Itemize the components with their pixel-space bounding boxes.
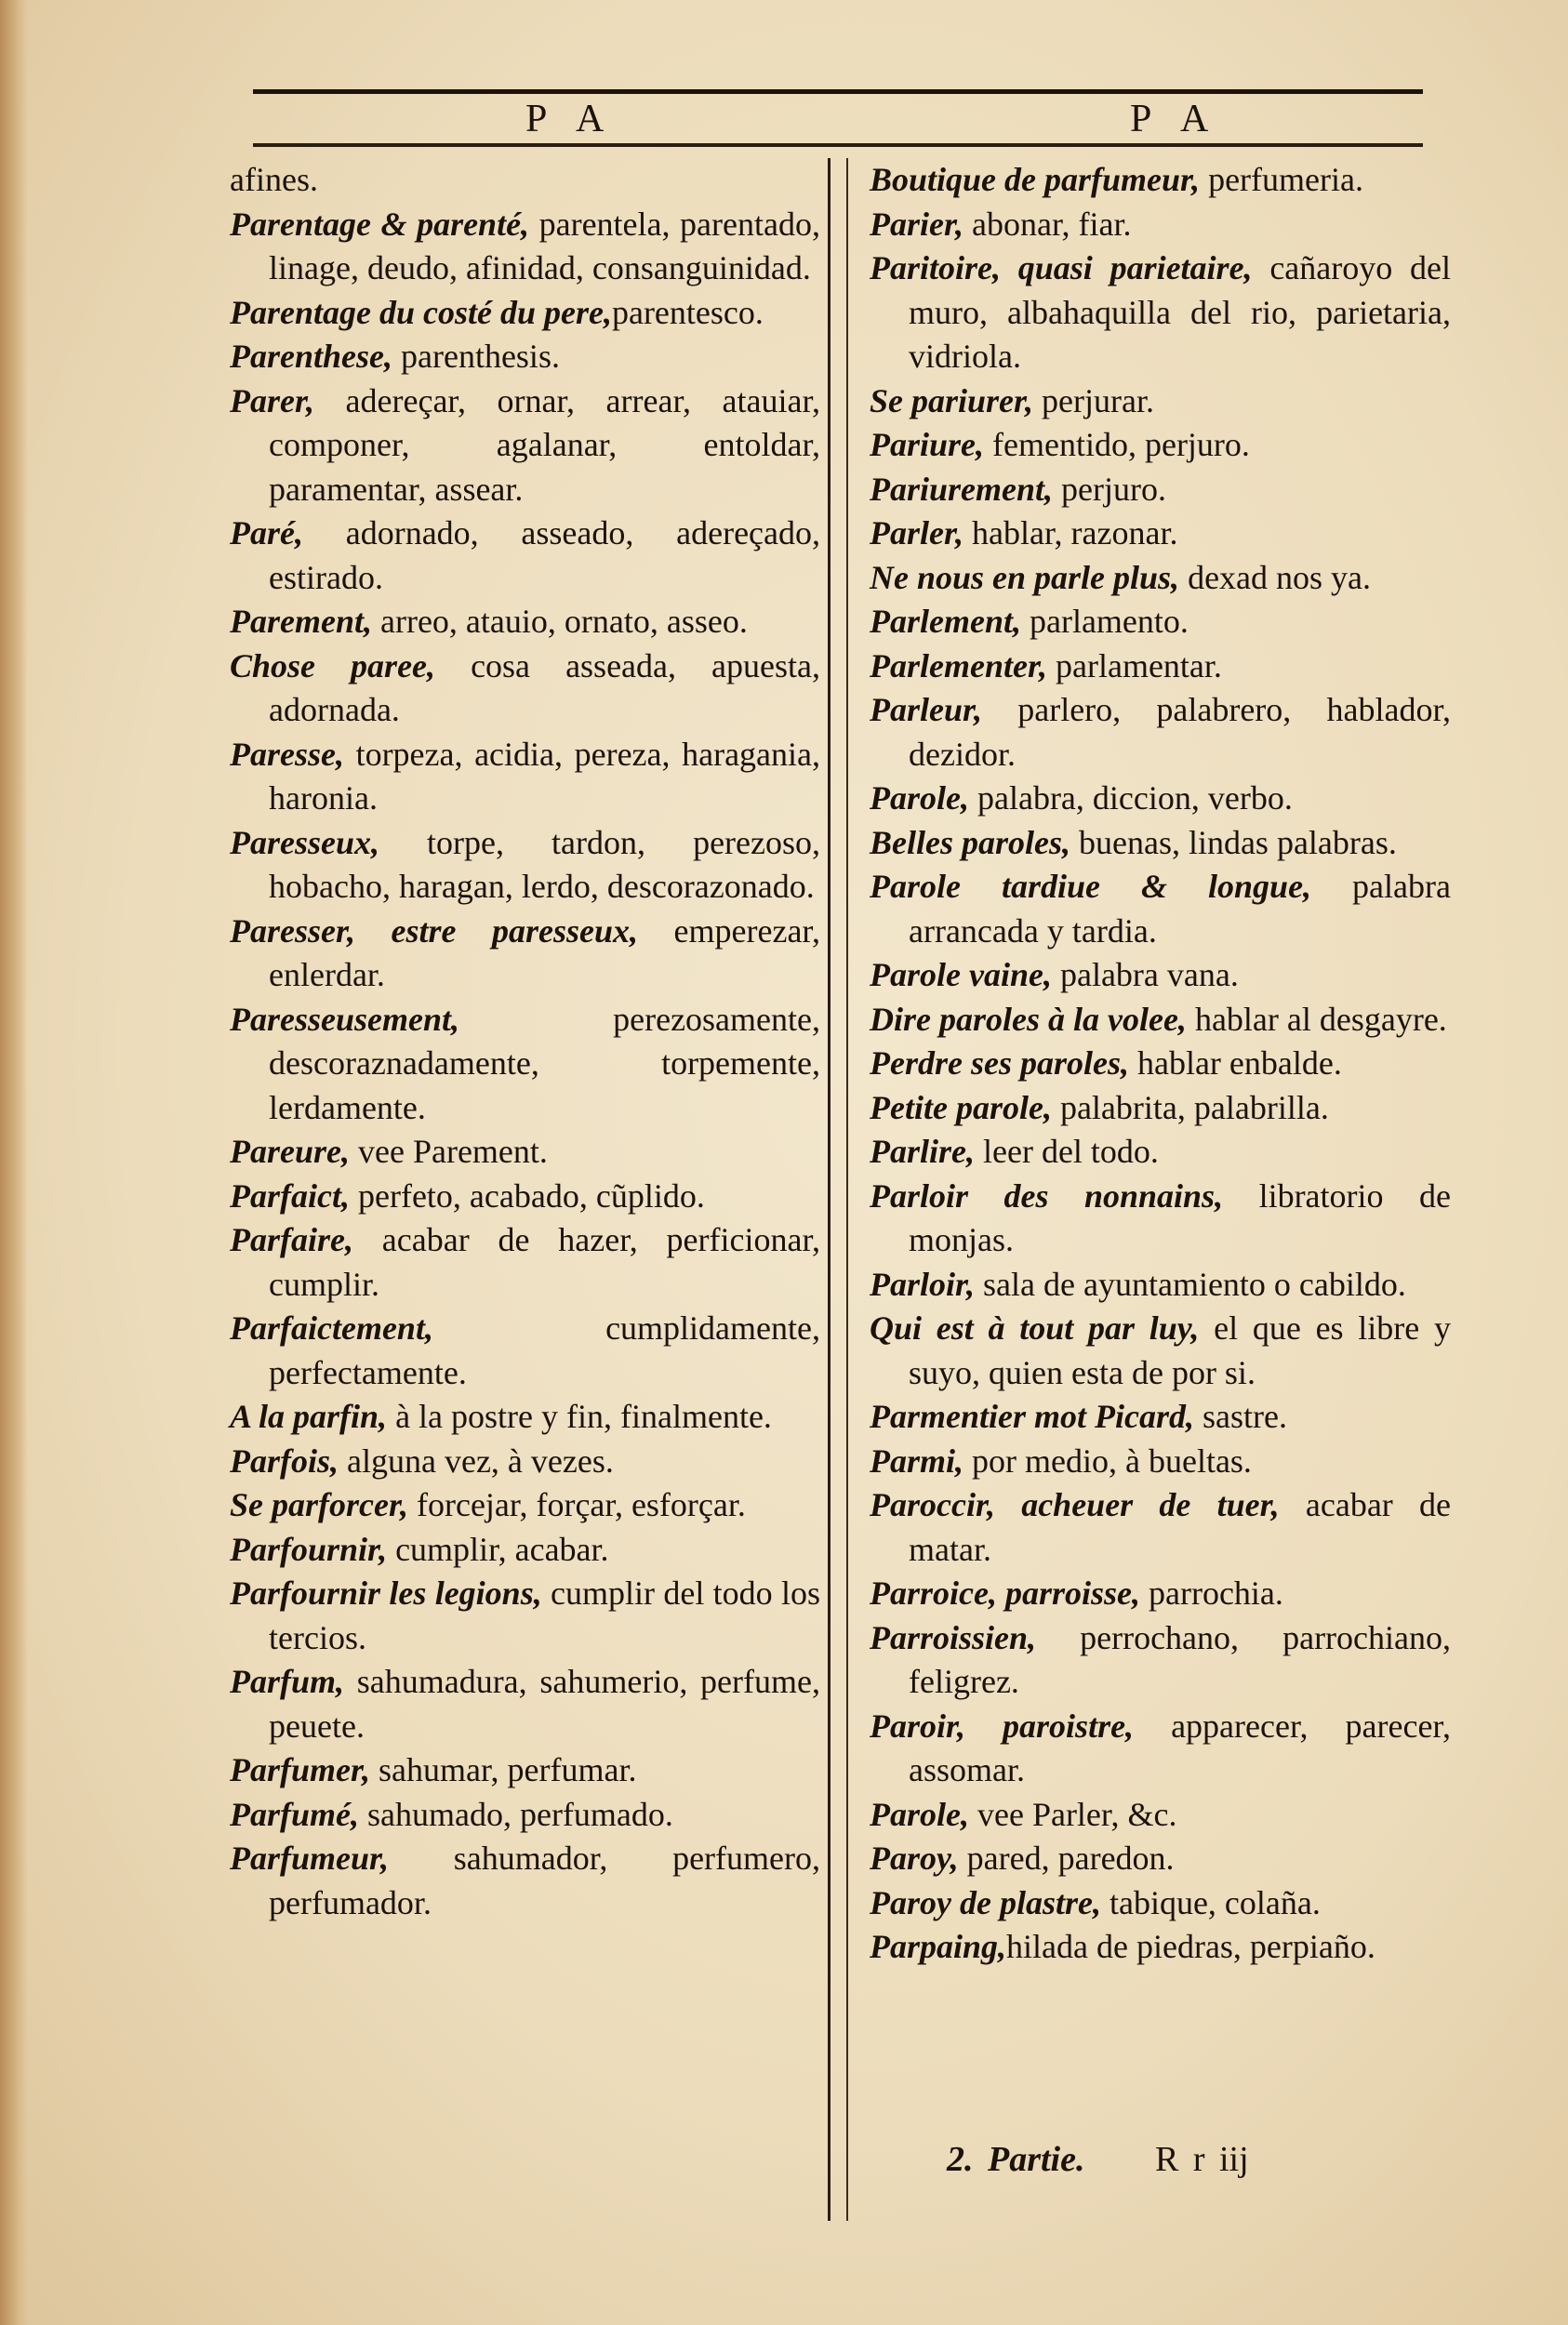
entry-headword: Parfaict, [230,1176,350,1215]
entry-definition: parlamento. [1020,603,1189,640]
dictionary-entry [230,203,820,291]
entry-definition: parentesco. [611,293,764,331]
entry-definition: forcejar, forçar, esforçar. [408,1486,746,1523]
entry-headword: Parfumé, [230,1795,359,1833]
dictionary-entry [230,821,820,910]
entry-headword: Paroy de plastre, [870,1883,1101,1921]
entry-headword: Parole, [870,779,969,817]
dictionary-entry [870,953,1451,998]
entry-definition: perjurar. [1033,381,1154,419]
entry-headword: Pariurement, [870,470,1054,508]
entry-definition: palabra arrancada y tardia. [909,868,1451,950]
entry-definition: parlero, palabrero, hablador, dezidor. [909,691,1451,773]
dictionary-entry [870,556,1451,601]
entry-headword: Paresseusement, [230,1000,459,1038]
entry-headword: Parfaictement, [230,1309,433,1347]
entry-definition: perjuro. [1053,470,1166,508]
entry-headword: Parenthese, [230,338,392,375]
dictionary-entry [230,1307,820,1395]
entry-headword: Pareure, [230,1133,350,1170]
dictionary-entry [870,1263,1451,1308]
entry-headword: Parfois, [230,1442,339,1480]
dictionary-entry [230,1175,820,1219]
entry-definition: leer del todo. [975,1133,1159,1170]
entry-definition: hilada de piedras, perpiaño. [1006,1928,1375,1965]
dictionary-entry [870,1440,1451,1484]
entry-headword: Se pariurer, [870,381,1034,419]
entry-headword: Parentage & parenté, [230,205,530,243]
header-rule [253,143,1423,147]
entry-definition: acabar de matar. [909,1486,1451,1568]
entry-headword: Paresse, [230,735,344,773]
dictionary-entry [230,1483,820,1528]
entry-definition: fementido, perjuro. [984,426,1250,463]
entry-definition: torpeza, acidia, pereza, haragania, haronia. [269,735,820,817]
entry-headword: Parroissien, [870,1618,1037,1656]
entry-definition: el que es libre y suyo, quien esta de por si. [909,1309,1452,1391]
dictionary-entry [230,1837,820,1925]
entry-headword: Ne nous en parle plus, [870,558,1180,596]
entry-headword: Parloir, [870,1265,976,1303]
signature-mark: 2. Partie. [947,2140,1085,2179]
entry-definition: perfumeria. [1200,161,1363,198]
entry-definition: vee Parler, &c. [968,1795,1177,1833]
entry-headword: Parroice, parroisse, [870,1574,1140,1612]
dictionary-entry [230,998,820,1131]
entry-definition: perezosamente, descoraznadamente, torpemente, lerdamente. [269,1000,820,1126]
dictionary-entry [870,1837,1451,1881]
entry-headword: Paritoire, quasi parietaire, [870,249,1253,286]
dictionary-entry [230,158,820,203]
entry-headword: Paroccir, acheuer de tuer, [870,1486,1280,1523]
entry-headword: Parmentier mot Picard, [870,1398,1194,1435]
entry-definition: por medio, à bueltas. [963,1442,1252,1480]
entry-definition: cañaroyo del muro, albahaquilla del rio, parietaria, vidriola. [909,249,1452,375]
entry-headword: Parlement, [870,603,1021,640]
dictionary-entry [230,1218,820,1307]
dictionary-entry [230,910,820,998]
dictionary-entry [870,644,1451,689]
entry-headword: Parmi, [870,1442,964,1480]
entry-headword: Petite parole, [870,1088,1052,1126]
entry-headword: Parfaire, [230,1221,353,1258]
entry-headword: Parole vaine, [870,956,1052,993]
entry-headword: Parole, [870,1795,969,1833]
dictionary-entry [230,335,820,379]
entry-definition: cumplir del todo los tercios. [269,1574,820,1656]
right-column [870,158,1451,1970]
entry-definition: à la postre y fin, finalmente. [387,1398,772,1435]
dictionary-entry [870,423,1451,468]
entry-headword: Paroir, paroistre, [870,1707,1135,1745]
entry-definition: apparecer, parecer, assomar. [909,1707,1451,1788]
entry-headword: Parfumer, [230,1751,371,1788]
page-footer [947,2139,1249,2180]
entry-definition: sahumadura, sahumerio, perfume, peuete. [269,1663,820,1745]
entry-headword: Parloir des nonnains, [870,1176,1224,1215]
dictionary-entry [870,468,1451,512]
entry-definition: parentela, parentado, linage, deudo, afinidad, consanguinidad. [269,205,820,286]
dictionary-entry [230,1793,820,1838]
entry-headword: Parfournir, [230,1530,388,1568]
running-head-right: P A [1130,98,1220,140]
dictionary-entry [230,1572,820,1660]
entry-headword: Boutique de parfumeur, [870,161,1201,198]
entry-definition: abonar, fiar. [963,205,1132,243]
dictionary-entry [870,777,1451,821]
dictionary-entry [870,203,1451,247]
dictionary-entry [870,1705,1451,1793]
entry-definition: torpe, tardon, perezoso, hobacho, haragan, lerdo, descorazonado. [269,823,820,905]
dictionary-entry [870,600,1451,644]
entry-definition: tabique, colaña. [1100,1883,1321,1921]
dictionary-entry [870,688,1451,777]
entry-definition: parenthesis. [392,338,560,375]
entry-headword: Paré, [230,514,303,551]
column-divider-right [846,158,848,2221]
entry-headword: Parentage du costé du pere, [230,293,612,331]
entry-definition: perfeto, acabado, cũplido. [349,1176,705,1215]
entry-definition: adornado, asseado, adereçado, estirado. [269,514,820,596]
entry-definition: hablar al desgayre. [1186,1000,1447,1038]
dictionary-entry [870,1086,1451,1131]
column-divider [828,158,831,2221]
entry-definition: alguna vez, à vezes. [339,1442,614,1480]
top-rule [253,89,1423,94]
dictionary-entry [870,246,1451,379]
entry-definition: palabrita, palabrilla. [1051,1088,1329,1126]
entry-definition: cumplidamente, perfectamente. [269,1309,820,1391]
dictionary-entry [230,379,820,512]
entry-definition: cumplir, acabar. [387,1530,609,1568]
dictionary-entry [870,1616,1451,1705]
folio-mark: R r iij [1154,2140,1249,2179]
dictionary-entry [870,1881,1451,1926]
entry-headword: A la parfin, [230,1398,388,1435]
running-head-left: P A [525,98,616,140]
dictionary-entry [230,512,820,600]
entry-definition: sahumado, perfumado. [359,1795,673,1833]
entry-headword: Pariure, [870,426,985,463]
entry-headword: Chose paree, [230,646,436,684]
entry-definition: sahumar, perfumar. [370,1751,637,1788]
left-column [230,158,820,1925]
entry-headword: Parier, [870,205,964,243]
entry-headword: Parfum, [230,1663,345,1700]
dictionary-entry [870,1925,1451,1970]
entry-definition: afines. [230,161,318,198]
entry-headword: Parer, [230,381,315,419]
dictionary-entry [870,379,1451,424]
entry-headword: Paroy, [870,1840,959,1877]
entry-headword: Parfumeur, [230,1840,390,1877]
entry-definition: adereçar, ornar, arrear, atauiar, componer, agalanar, entoldar, paramentar, assear. [269,381,820,508]
entry-headword: Parleur, [870,691,983,728]
entry-headword: Perdre ses paroles, [870,1044,1129,1082]
entry-headword: Parlementer, [870,646,1047,684]
entry-headword: Qui est à tout par luy, [870,1309,1200,1347]
dictionary-entry [870,1307,1451,1395]
dictionary-entry [230,733,820,821]
entry-definition: emperezar, enlerdar. [269,911,820,993]
entry-headword: Parole tardiue & longue, [870,868,1312,905]
dictionary-entry [870,1395,1451,1440]
entry-headword: Parfournir les legions, [230,1574,542,1612]
entry-definition: vee Parement. [350,1133,548,1170]
entry-definition: arreo, atauio, ornato, asseo. [371,603,748,640]
entry-headword: Se parforcer, [230,1486,408,1523]
entry-headword: Parler, [870,514,964,551]
dictionary-entry [870,1572,1451,1616]
dictionary-entry [230,600,820,644]
entry-definition: palabra, diccion, verbo. [968,779,1293,817]
entry-headword: Dire paroles à la volee, [870,1000,1187,1038]
dictionary-entry [870,1175,1451,1263]
entry-definition: palabra vana. [1051,956,1239,993]
dictionary-entry [230,1440,820,1484]
entry-headword: Parlire, [870,1133,975,1170]
dictionary-entry [230,1395,820,1440]
dictionary-entry [870,865,1451,953]
entry-definition: hablar enbalde. [1128,1044,1342,1082]
entry-definition: sastre. [1193,1398,1287,1435]
entry-headword: Belles paroles, [870,823,1070,861]
entry-definition: libratorio de monjas. [909,1176,1451,1258]
entry-definition: hablar, razonar. [963,514,1178,551]
dictionary-entry [230,1528,820,1573]
entry-definition: sahumador, perfumero, perfumador. [269,1840,820,1921]
entry-definition: cosa asseada, apuesta, adornada. [269,646,820,728]
dictionary-entry [230,1748,820,1793]
dictionary-entry [870,821,1451,866]
entry-definition: pared, paredon. [958,1840,1175,1877]
page-edge-shadow [0,0,28,2325]
entry-headword: Parpaing, [870,1928,1007,1965]
dictionary-entry [870,1042,1451,1086]
dictionary-entry [230,644,820,733]
dictionary-entry [870,998,1451,1043]
entry-definition: perrochano, parrochiano, feligrez. [909,1618,1451,1700]
entry-definition: sala de ayuntamiento o cabildo. [975,1265,1406,1303]
entry-definition: buenas, lindas palabras. [1070,823,1397,861]
dictionary-entry [230,1660,820,1748]
entry-headword: Paresseux, [230,823,379,861]
dictionary-entry [230,291,820,336]
entry-definition: parlamentar. [1047,646,1222,684]
entry-definition: parrochia. [1140,1574,1283,1612]
entry-headword: Parement, [230,603,372,640]
dictionary-entry [870,158,1451,203]
dictionary-entry [230,1130,820,1175]
entry-headword: Paresser, estre paresseux, [230,911,639,950]
dictionary-entry [870,1130,1451,1175]
entry-definition: dexad nos ya. [1179,558,1372,596]
dictionary-entry [870,512,1451,556]
dictionary-entry [870,1793,1451,1838]
dictionary-entry [870,1483,1451,1572]
entry-definition: acabar de hazer, perficionar, cumplir. [269,1221,820,1303]
